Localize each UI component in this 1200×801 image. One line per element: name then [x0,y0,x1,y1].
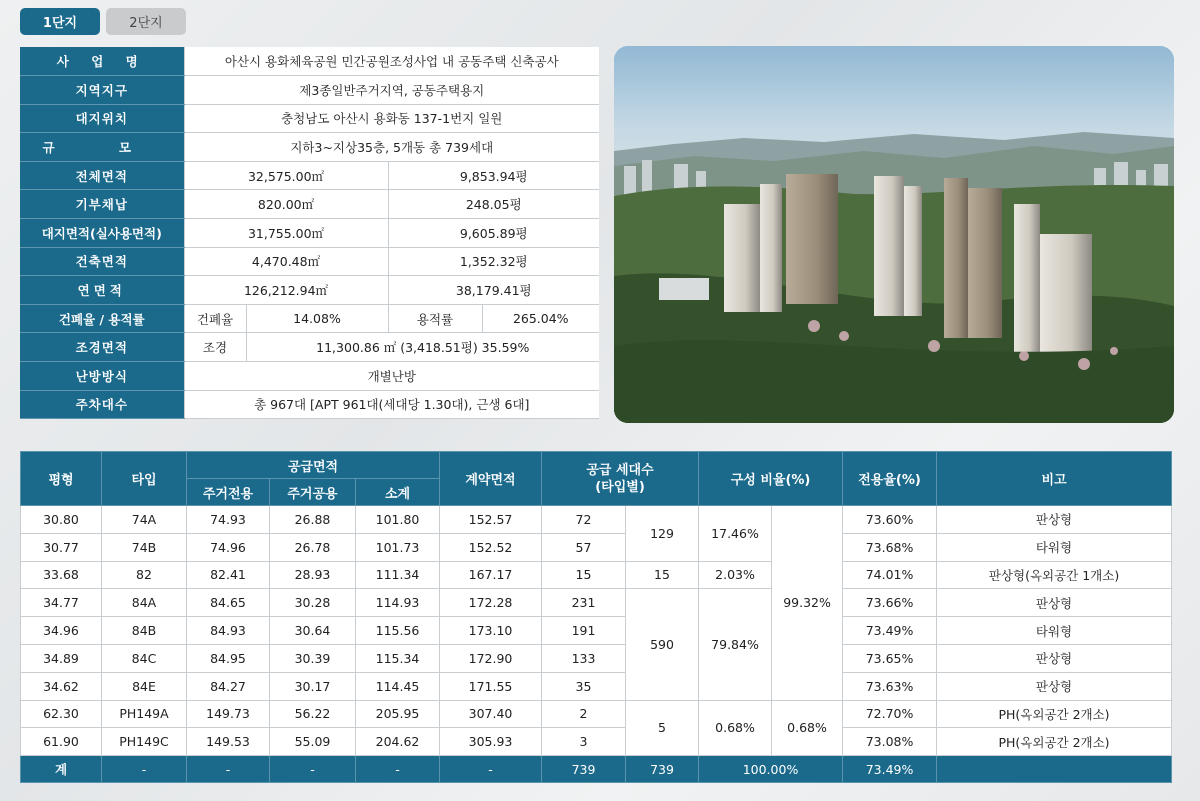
apartment-rendering-image [614,46,1174,423]
cell-type: 74A [102,506,187,534]
cell-type: 84C [102,644,187,672]
cell-rate: 73.60% [843,506,937,534]
cell-rate: 73.66% [843,589,937,617]
table-row [21,617,1172,645]
heating-label: 난방방식 [20,362,184,391]
floor-area-m2: 126,212.94㎡ [184,276,388,305]
cell-group-ratio: 0.68% [699,700,772,756]
cell-type: 84A [102,589,187,617]
table-row [21,728,1172,756]
bcr-value: 14.08% [246,304,388,333]
cell-pyeong: 62.30 [21,700,102,728]
cell-combined-ratio: 99.32% [772,506,843,701]
cell-type: 84E [102,672,187,700]
col-type: 타입 [102,452,187,506]
cell-group-units: 129 [626,506,699,562]
cell-exclusive: 84.93 [187,617,270,645]
cell-units: 15 [542,561,626,589]
total-rate: 73.49% [843,756,937,783]
cell-contract: 307.40 [440,700,542,728]
total-ratio: 100.00% [699,756,843,783]
cell-subtotal: 204.62 [356,728,440,756]
cell-units: 133 [542,644,626,672]
table-row [21,561,1172,589]
cell-common: 26.88 [270,506,356,534]
total-row [21,756,1172,783]
cell-pyeong: 34.96 [21,617,102,645]
complex-tabs [20,8,186,35]
cell-group-ratio: 2.03% [699,561,772,589]
info-row-parking [20,390,599,419]
table-row [21,672,1172,700]
cell-note: 판상형 [937,506,1172,534]
total-type-dash: - [102,756,187,783]
site-area-label: 대지면적(실사용면적) [20,219,184,248]
cell-common: 26.78 [270,533,356,561]
parking-label: 주차대수 [20,390,184,419]
project-info-table [20,47,599,419]
total-label: 계 [21,756,102,783]
cell-pyeong: 30.77 [21,533,102,561]
table-row [21,533,1172,561]
site-area-m2: 31,755.00㎡ [184,219,388,248]
cell-common: 30.28 [270,589,356,617]
cell-note: 타워형 [937,533,1172,561]
cell-contract: 305.93 [440,728,542,756]
cell-subtotal: 101.80 [356,506,440,534]
info-row-zone [20,76,599,105]
cell-note: PH(옥외공간 2개소) [937,700,1172,728]
cell-contract: 152.52 [440,533,542,561]
total-exclusive: - [187,756,270,783]
cell-subtotal: 111.34 [356,561,440,589]
far-value: 265.04% [482,304,599,333]
cell-rate: 73.65% [843,644,937,672]
info-row-location [20,104,599,133]
cell-pyeong: 30.80 [21,506,102,534]
col-note: 비고 [937,452,1172,506]
apartment-rendering-icon [614,46,1174,423]
table-row [21,506,1172,534]
cell-subtotal: 114.93 [356,589,440,617]
parking-value: 총 967대 [APT 961대(세대당 1.30대), 근생 6대] [184,390,599,419]
location-label: 대지위치 [20,104,184,133]
cell-contract: 173.10 [440,617,542,645]
cell-units: 231 [542,589,626,617]
total-area-label: 전체면적 [20,161,184,190]
floor-area-label: 연면적 [20,276,184,305]
table-row [21,700,1172,728]
col-exclusive: 주거전용 [187,479,270,506]
floor-area-pyeong: 38,179.41평 [388,276,599,305]
heating-value: 개별난방 [184,362,599,391]
cell-units: 57 [542,533,626,561]
cell-pyeong: 34.62 [21,672,102,700]
cell-units: 2 [542,700,626,728]
cell-contract: 171.55 [440,672,542,700]
info-row-building-area [20,247,599,276]
cell-rate: 74.01% [843,561,937,589]
cell-group-ratio: 79.84% [699,589,772,700]
ratio-label: 건폐율 / 용적률 [20,304,184,333]
donation-pyeong: 248.05평 [388,190,599,219]
cell-rate: 73.68% [843,533,937,561]
scale-value: 지하3~지상35층, 5개동 총 739세대 [184,133,599,162]
scale-label: 규 모 [20,133,184,162]
cell-subtotal: 101.73 [356,533,440,561]
zone-value: 제3종일반주거지역, 공동주택용지 [184,76,599,105]
cell-type: PH149A [102,700,187,728]
cell-group-ratio: 17.46% [699,506,772,562]
cell-exclusive: 149.73 [187,700,270,728]
cell-subtotal: 114.45 [356,672,440,700]
total-area-m2: 32,575.00㎡ [184,161,388,190]
info-row-site-area [20,219,599,248]
cell-subtotal: 205.95 [356,700,440,728]
info-row-total-area [20,161,599,190]
site-area-pyeong: 9,605.89평 [388,219,599,248]
cell-exclusive: 74.96 [187,533,270,561]
cell-type: 82 [102,561,187,589]
landscape-label: 조경면적 [20,333,184,362]
cell-common: 30.17 [270,672,356,700]
cell-units: 72 [542,506,626,534]
building-area-pyeong: 1,352.32평 [388,247,599,276]
cell-common: 28.93 [270,561,356,589]
cell-rate: 73.08% [843,728,937,756]
info-row-floor-area [20,276,599,305]
cell-rate: 72.70% [843,700,937,728]
landscape-sub-label: 조경 [184,333,246,362]
cell-contract: 172.90 [440,644,542,672]
total-group-units: 739 [626,756,699,783]
cell-subtotal: 115.34 [356,644,440,672]
cell-exclusive: 149.53 [187,728,270,756]
cell-common: 56.22 [270,700,356,728]
zone-label: 지역지구 [20,76,184,105]
tab-complex-2[interactable]: 2단지 [106,8,186,35]
donation-label: 기부채납 [20,190,184,219]
info-row-landscape [20,333,599,362]
cell-contract: 172.28 [440,589,542,617]
location-value: 충청남도 아산시 용화동 137-1번지 일원 [184,104,599,133]
donation-m2: 820.00㎡ [184,190,388,219]
cell-type: 84B [102,617,187,645]
info-row-ratio [20,304,599,333]
info-row-heating [20,362,599,391]
total-subtotal: - [356,756,440,783]
cell-exclusive: 74.93 [187,506,270,534]
far-label: 용적률 [388,304,482,333]
cell-group-units: 15 [626,561,699,589]
header-row-1 [21,452,1172,479]
table-row [21,589,1172,617]
cell-pyeong: 33.68 [21,561,102,589]
cell-units: 191 [542,617,626,645]
cell-type: 74B [102,533,187,561]
info-row-scale [20,133,599,162]
cell-note: 판상형 [937,644,1172,672]
col-pyeong: 평형 [21,452,102,506]
total-area-pyeong: 9,853.94평 [388,161,599,190]
building-area-label: 건축면적 [20,247,184,276]
info-row-donation [20,190,599,219]
table-row [21,644,1172,672]
cell-rate: 73.63% [843,672,937,700]
cell-note: 판상형 [937,589,1172,617]
col-composition-ratio: 구성 비율(%) [699,452,843,506]
total-note [937,756,1172,783]
cell-pyeong: 34.77 [21,589,102,617]
cell-rate: 73.49% [843,617,937,645]
total-contract: - [440,756,542,783]
cell-contract: 152.57 [440,506,542,534]
total-common: - [270,756,356,783]
cell-exclusive: 82.41 [187,561,270,589]
cell-common: 30.39 [270,644,356,672]
cell-common: 55.09 [270,728,356,756]
total-units: 739 [542,756,626,783]
col-subtotal: 소계 [356,479,440,506]
cell-pyeong: 34.89 [21,644,102,672]
cell-subtotal: 115.56 [356,617,440,645]
building-area-m2: 4,470.48㎡ [184,247,388,276]
cell-pyeong: 61.90 [21,728,102,756]
cell-type: PH149C [102,728,187,756]
cell-common: 30.64 [270,617,356,645]
cell-exclusive: 84.95 [187,644,270,672]
col-exclusive-rate: 전용율(%) [843,452,937,506]
project-value: 아산시 용화체육공원 민간공원조성사업 내 공동주택 신축공사 [184,47,599,76]
bcr-label: 건폐율 [184,304,246,333]
cell-note: 타워형 [937,617,1172,645]
col-supply-units: 공급 세대수 (타입별) [542,452,699,506]
cell-note: 판상형 [937,672,1172,700]
project-label: 사 업 명 [20,47,184,76]
info-row-project [20,47,599,76]
cell-contract: 167.17 [440,561,542,589]
cell-exclusive: 84.27 [187,672,270,700]
cell-units: 3 [542,728,626,756]
landscape-value: 11,300.86 ㎡ (3,418.51평) 35.59% [246,333,599,362]
unit-type-table [20,451,1172,783]
cell-exclusive: 84.65 [187,589,270,617]
col-common: 주거공용 [270,479,356,506]
cell-note: 판상형(옥외공간 1개소) [937,561,1172,589]
cell-group-ratio-2: 0.68% [772,700,843,756]
tab-complex-1[interactable]: 1단지 [20,8,100,35]
col-supply-area: 공급면적 [187,452,440,479]
cell-group-units: 5 [626,700,699,756]
cell-units: 35 [542,672,626,700]
cell-group-units: 590 [626,589,699,700]
cell-note: PH(옥외공간 2개소) [937,728,1172,756]
col-contract-area: 계약면적 [440,452,542,506]
